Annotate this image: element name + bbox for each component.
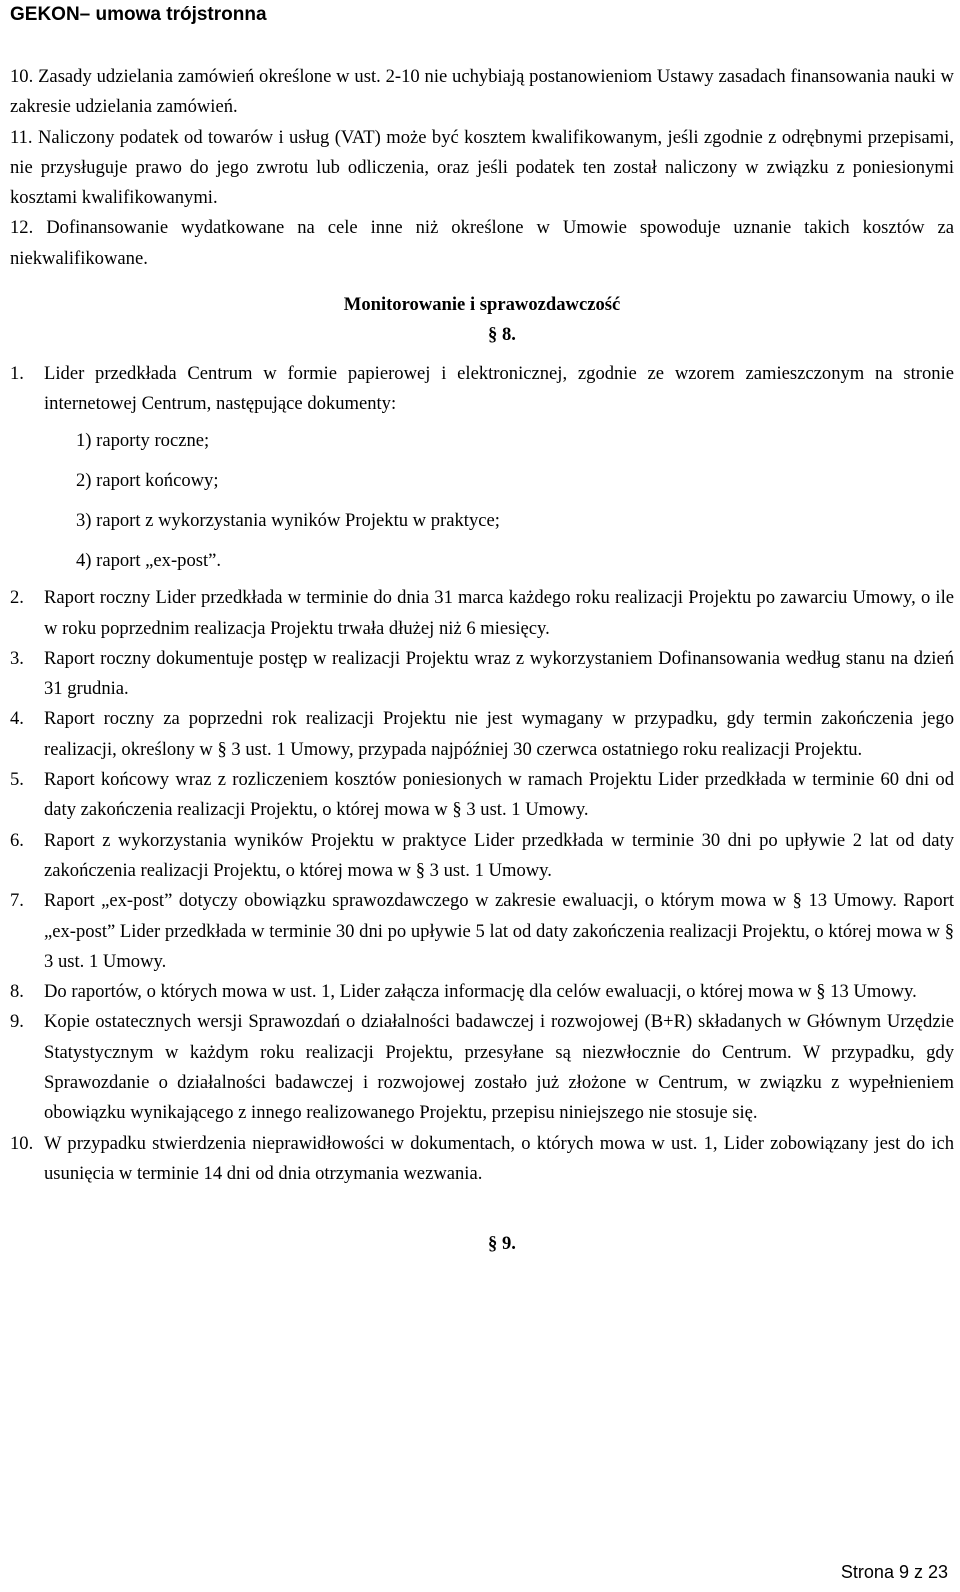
item-number: 6. xyxy=(10,829,24,851)
list-item xyxy=(10,213,954,274)
list-item xyxy=(10,886,954,977)
document-types-list xyxy=(10,423,954,579)
sublist-item: 1) raporty roczne; xyxy=(76,430,210,452)
item-number: 4. xyxy=(10,708,24,730)
list-item xyxy=(10,1129,954,1190)
item-number: 2. xyxy=(10,587,24,609)
sublist-item: 3) raport z wykorzystania wyników Projektu w praktyce; xyxy=(76,510,500,532)
list-item xyxy=(10,583,954,644)
list-item-1 xyxy=(10,359,954,420)
item-text: Zasady udzielania zamówień określone w ust. 2-10 nie uchybiają postanowieniom Ustawy zasadach finansowania nauki w zakresie udzielania zamówień. xyxy=(10,66,954,118)
item-number: 3. xyxy=(10,647,24,669)
item-number: 5. xyxy=(10,769,24,791)
item-text: Naliczony podatek od towarów i usług (VAT) może być kosztem kwalifikowanym, jeśli zgodnie z odrębnymi przepisami, nie przysługuje prawo do jego zwrotu lub odliczenia, oraz jeśli podatek ten został naliczony w związku z poniesionymi kosztami kwalifikowanymi. xyxy=(10,126,954,209)
section-top-list xyxy=(10,62,954,274)
item-number: 8. xyxy=(10,981,24,1003)
item-text: Raport z wykorzystania wyników Projektu w praktyce Lider przedkłada w terminie 30 dni po upływie 2 lat od daty zakończenia realizacji Projektu, o której mowa w § 3 ust. 1 Umowy. xyxy=(44,829,954,881)
section-title: Monitorowanie i sprawozdawczość xyxy=(343,294,621,316)
list-item xyxy=(10,123,954,214)
item-text: Dofinansowanie wydatkowane na cele inne niż określone w Umowie spowoduje uznanie takich kosztów za niekwalifikowane. xyxy=(10,217,955,269)
item-text: Raport roczny za poprzedni rok realizacji Projektu nie jest wymagany w przypadku, gdy termin zakończenia jego realizacji, określony w § 3 ust. 1 Umowy, przypada najpóźniej 30 czerwca ostatniego roku realizacji Projektu. xyxy=(44,708,954,760)
next-paragraph-number: § 9. xyxy=(488,1233,516,1255)
item-number: 10. xyxy=(10,1132,34,1154)
item-text: Lider przedkłada Centrum w formie papierowej i elektronicznej, zgodnie ze wzorem zamieszczonym na stronie internetowej Centrum, następujące dokumenty: xyxy=(44,362,954,414)
page-number: Strona 9 z 23 xyxy=(840,1562,948,1582)
item-number: 7. xyxy=(10,890,24,912)
item-text: Kopie ostatecznych wersji Sprawozdań o działalności badawczej i rozwojowej (B+R) składanych w Głównym Urzędzie Statystycznym w każdym roku realizacji Projektu, przesyłane są niezwłocznie do Centrum. W przypadku, gdy Sprawozdanie o działalności badawczej i rozwojowej zostało już złożone w Centrum, w związku z wypełnieniem obowiązku wynikającego z innego realizowanego Projektu, przepisu niniejszego nie stosuje się. xyxy=(44,1011,954,1124)
item-number: 1. xyxy=(10,362,24,384)
list-item xyxy=(10,1007,954,1128)
item-text: Raport roczny dokumentuje postęp w realizacji Projektu wraz z wykorzystaniem Dofinansowania według stanu na dzień 31 grudnia. xyxy=(44,647,954,700)
item-text: W przypadku stwierdzenia nieprawidłowości w dokumentach, o których mowa w ust. 1, Lider zobowiązany jest do ich usunięcia w terminie 14 dni od dnia otrzymania wezwania. xyxy=(44,1132,954,1184)
item-number: 11. xyxy=(10,126,33,148)
item-text: Raport końcowy wraz z rozliczeniem kosztów poniesionych w ramach Projektu Lider przedkłada w terminie 60 dni od daty zakończenia realizacji Projektu, o której mowa w § 3 ust. 1 Umowy. xyxy=(44,769,954,821)
sublist-item: 4) raport „ex-post”. xyxy=(76,550,222,572)
list-item xyxy=(10,704,954,765)
document-header: GEKON– umowa trójstronna xyxy=(10,4,267,25)
list-item xyxy=(10,977,954,1007)
item-number: 12. xyxy=(10,217,34,239)
item-text: Raport „ex-post” dotyczy obowiązku sprawozdawczego w zakresie ewaluacji, o którym mowa w § 13 Umowy. Raport „ex-post” Lider przedkłada w terminie 30 dni po upływie 5 lat od daty zakończenia realizacji Projektu, o której mowa w § 3 ust. 1 Umowy. xyxy=(44,890,954,972)
section-main-list xyxy=(10,583,954,1189)
list-item xyxy=(10,826,954,887)
item-text: Do raportów, o których mowa w ust. 1, Lider załącza informację dla celów ewaluacji, o której mowa w § 13 Umowy. xyxy=(44,981,917,1003)
paragraph-number: § 8. xyxy=(488,324,516,346)
item-number: 9. xyxy=(10,1011,24,1033)
list-item xyxy=(10,765,954,826)
list-item xyxy=(10,644,954,705)
sublist-item: 2) raport końcowy; xyxy=(76,470,219,492)
document-body xyxy=(10,62,954,1260)
list-item xyxy=(10,62,954,123)
item-number: 10. xyxy=(10,66,34,87)
item-text: Raport roczny Lider przedkłada w terminie do dnia 31 marca każdego roku realizacji Projektu po zawarciu Umowy, o ile w roku poprzednim realizacja Projektu trwała dłużej niż 6 miesięcy. xyxy=(44,587,954,639)
